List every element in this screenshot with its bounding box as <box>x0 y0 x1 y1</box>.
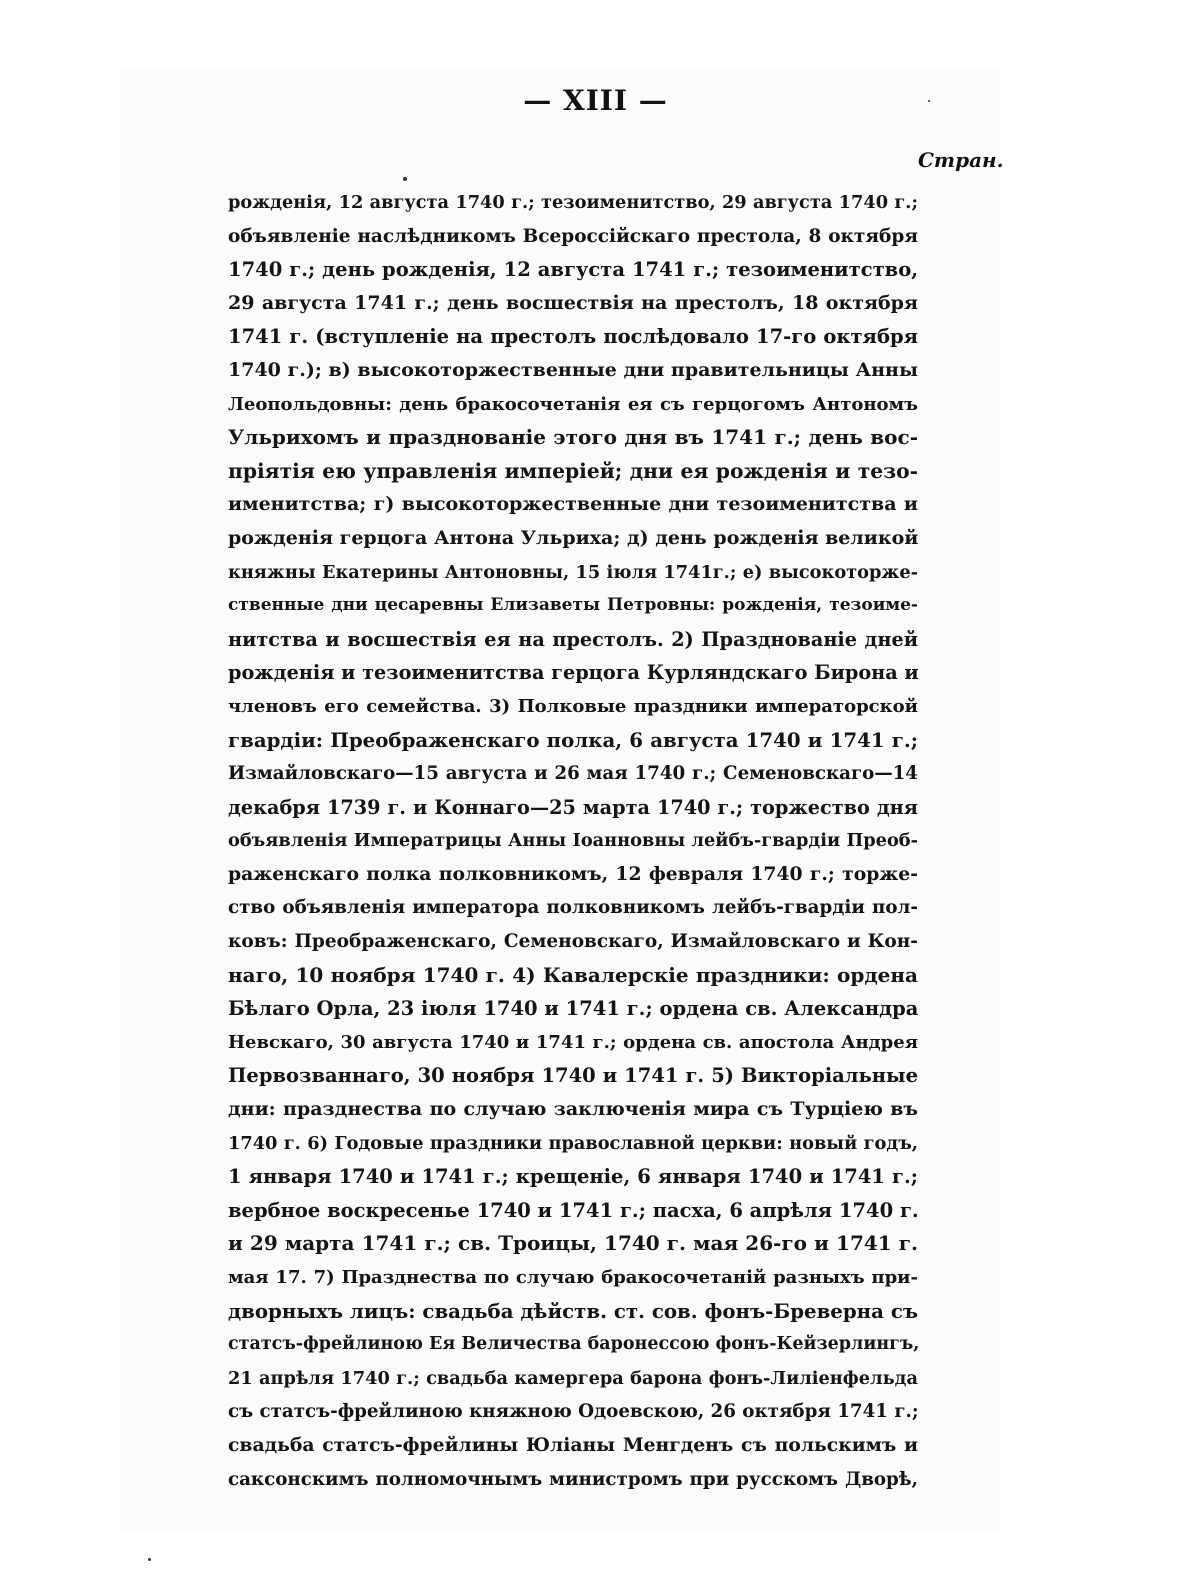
text-line: гвардіи: Преображенскаго полка, 6 августа 1740 и 1741 г.; <box>228 727 918 752</box>
page-column-label: Стран. <box>918 148 1004 172</box>
text-line: дни: празднества по случаю заключенія мира съ Турціею въ <box>228 1098 918 1121</box>
text-line: 29 августа 1741 г.; день восшествія на престолъ, 18 октября <box>228 291 918 314</box>
print-speck <box>928 100 930 102</box>
text-line: наго, 10 ноября 1740 г. 4) Кавалерскіе праздники: ордена <box>228 962 918 987</box>
text-line: 21 апрѣля 1740 г.; свадьба камергера барона фонъ-Лиліенфельда <box>228 1367 918 1389</box>
text-line: Бѣлаго Орла, 23 іюля 1740 и 1741 г.; ордена св. Александра <box>228 997 919 1021</box>
print-speck <box>148 1558 151 1561</box>
text-line: рожденія герцога Антона Ульриха; д) день рожденія великой <box>228 526 919 549</box>
text-line: декабря 1739 г. и Коннаго—25 марта 1740 г.; торжество дня <box>228 795 918 819</box>
text-line: дворныхъ лицъ: свадьба дѣйств. ст. сов. фонъ-Бреверна съ <box>228 1298 918 1323</box>
text-line: Леопольдовны: день бракосочетанія ея съ герцогомъ Антономъ <box>228 393 918 415</box>
text-line: 1740 г.); в) высокоторжественные дни правительницы Анны <box>228 358 918 381</box>
text-line: рожденія и тезоименитства герцога Курляндскаго Бирона и <box>228 661 919 685</box>
text-line: пріятія ею управленія имперіей; дни ея рожденія и тезо- <box>228 458 918 483</box>
text-line: нитства и восшествія ея на престолъ. 2) Празднованіе дней <box>228 627 918 651</box>
text-line: мая 17. 7) Празднества по случаю бракосочетаній разныхъ при- <box>228 1267 918 1288</box>
text-line: раженскаго полка полковникомъ, 12 февраля 1740 г.; торже- <box>228 862 918 885</box>
text-line: ство объявленія императора полковникомъ лейбъ-гвардіи пол- <box>228 897 918 919</box>
text-line: объявленія Императрицы Анны Іоанновны лейбъ-гвардіи Преоб- <box>228 830 918 852</box>
text-line: и 29 марта 1741 г.; св. Троицы, 1740 г. мая 26-го и 1741 г. <box>228 1231 918 1256</box>
body-text <box>228 186 918 1496</box>
text-line: 1740 г.; день рожденія, 12 августа 1741 г.; тезоименитство, <box>228 258 918 282</box>
text-line: съ статсъ-фрейлиною княжною Одоевскою, 26 октября 1741 г.; <box>228 1401 919 1423</box>
text-line: ственные дни цесаревны Елизаветы Петровны: рожденія, тезоиме- <box>228 595 918 616</box>
text-line: 1 января 1740 и 1741 г.; крещеніе, 6 января 1740 и 1741 г.; <box>228 1165 918 1189</box>
text-line: свадьба статсъ-фрейлины Юліаны Менгденъ съ польскимъ и <box>228 1433 918 1456</box>
text-line: княжны Екатерины Антоновны, 15 іюля 1741г.; е) высокоторже- <box>228 561 918 583</box>
text-line: объявленіе наслѣдникомъ Всероссійскаго престола, 8 октября <box>228 225 918 247</box>
text-line: Ульрихомъ и празднованіе этого дня въ 1741 г.; день вос- <box>228 425 918 450</box>
text-line: рожденія, 12 августа 1740 г.; тезоименитство, 29 августа 1740 г.; <box>228 192 918 213</box>
text-line: статсъ-фрейлиною Ея Величества баронессою фонъ-Кейзерлингъ, <box>228 1334 920 1355</box>
page-number-header: — XIII — <box>523 84 668 117</box>
text-line: Невскаго, 30 августа 1740 и 1741 г.; ордена св. апостола Андрея <box>228 1031 918 1053</box>
text-line: ковъ: Преображенскаго, Семеновскаго, Измайловскаго и Кон- <box>228 931 918 953</box>
text-line: вербное воскресенье 1740 и 1741 г.; пасха, 6 апрѣля 1740 г. <box>228 1198 919 1222</box>
print-speck <box>403 177 407 181</box>
text-line: 1741 г. (вступленіе на престолъ послѣдовало 17-го октября <box>228 325 918 349</box>
text-line: Измайловскаго—15 августа и 26 мая 1740 г.; Семеновскаго—14 <box>228 763 918 785</box>
text-line: Первозваннаго, 30 ноября 1740 и 1741 г. 5) Викторіальные <box>228 1064 918 1088</box>
text-line: саксонскимъ полномочнымъ министромъ при русскомъ Дворѣ, <box>228 1468 918 1490</box>
text-line: 1740 г. 6) Годовые праздники православной церкви: новый годъ, <box>228 1132 918 1154</box>
text-line: именитства; г) высокоторжественные дни тезоименитства и <box>228 493 918 516</box>
text-line: членовъ его семейства. 3) Полковые праздники императорской <box>228 695 918 717</box>
